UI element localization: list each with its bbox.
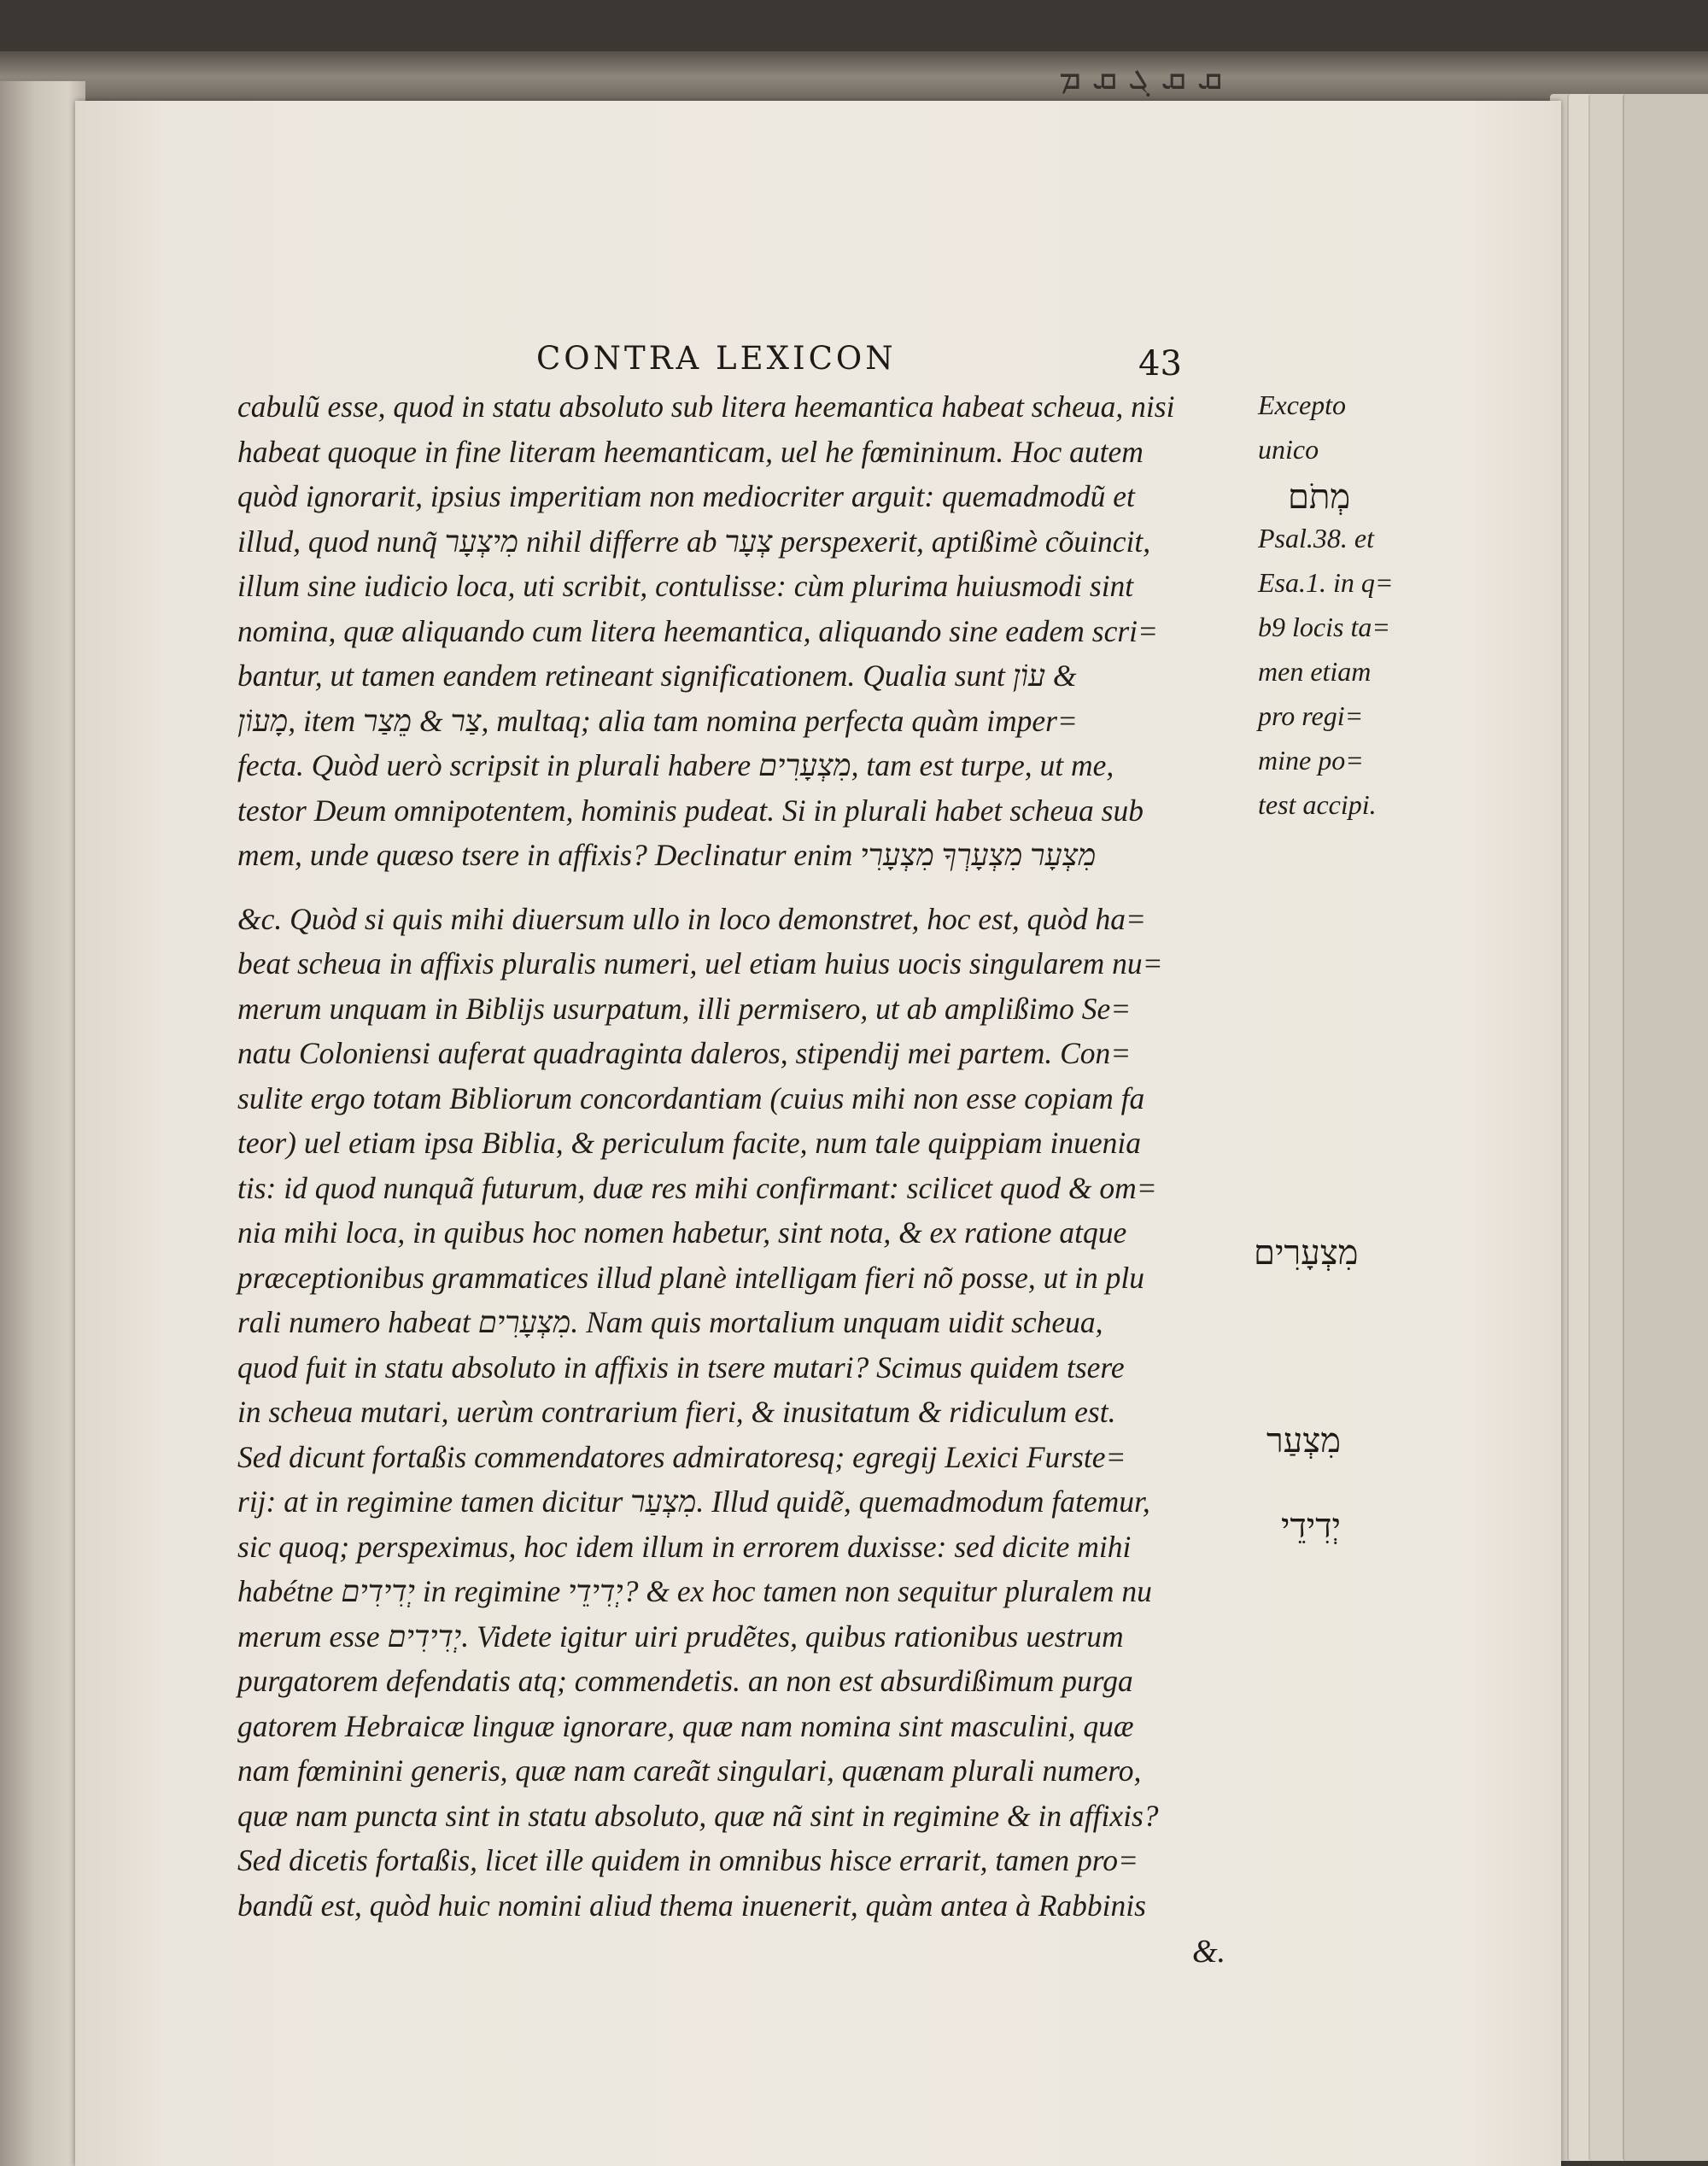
margin-line: test accipi.: [1258, 789, 1377, 820]
margin-line: mine po=: [1258, 745, 1364, 776]
text-line: &c. Quòd si quis mihi diuersum ullo in loco demonstret, hoc est, quòd ha=: [237, 901, 1146, 936]
text-line: fecta. Quòd uerò scripsit in plurali habere מִצְעָרִים, tam est turpe, ut me,: [237, 748, 1114, 782]
text-line: habétne יְדִידִים in regimine יְדִידֵי? & ex hoc tamen non sequitur pluralem nu: [237, 1574, 1152, 1608]
margin-line: b9 locis ta=: [1258, 612, 1390, 642]
text-line: merum esse יְדִידִים. Videte igitur uiri prudẽtes, quibus rationibus uestrum: [237, 1619, 1124, 1654]
text-line: illum sine iudicio loca, uti scribit, contulisse: cùm plurima huiusmodi sint: [237, 569, 1134, 603]
text-line: mem, unde quæso tsere in affixis? Declinatur enim מִצְעָר מִצְעָרְךָ מִצְעָרִי: [237, 838, 1097, 872]
text-line: purgatorem defendatis atq; commendetis. an non est absurdißimum purga: [237, 1664, 1133, 1698]
text-line: illud, quod nunq̃ מִיצְעָר nihil differre ab צְעָר perspexerit, aptißimè cõuincit,: [237, 524, 1151, 559]
next-page-strip: [0, 51, 1708, 102]
text-line: teor) uel etiam ipsa Biblia, & periculum facite, num tale quippiam inuenia: [237, 1126, 1141, 1160]
text-line: tis: id quod nunquã futurum, duæ res mihi confirmant: scilicet quod & om=: [237, 1170, 1157, 1205]
text-line: beat scheua in affixis pluralis numeri, uel etiam huius uocis singularem nu=: [237, 946, 1163, 981]
margin-line: unico: [1258, 434, 1319, 465]
margin-line: men etiam: [1258, 656, 1372, 687]
margin-line: Psal.38. et: [1258, 523, 1374, 553]
margin-gloss: יְדִידֵי: [1281, 1507, 1341, 1546]
margin-line: Excepto: [1258, 389, 1347, 420]
margin-line: pro regi=: [1258, 700, 1364, 731]
text-line: nia mihi loca, in quibus hoc nomen habetur, sint nota, & ex ratione atque: [237, 1215, 1127, 1250]
text-line: sic quoq; perspeximus, hoc idem illum in errorem duxisse: sed dicite mihi: [237, 1529, 1132, 1564]
text-line: מָעוֹן, item צַר & מֵצַר, multaq; alia tam nomina perfecta quàm imper=: [237, 703, 1078, 738]
text-line: præceptionibus grammatices illud planè intelligam fieri nõ posse, ut in plu: [237, 1260, 1144, 1295]
text-line: in scheua mutari, uerùm contrarium fieri, & inusitatum & ridiculum est.: [237, 1395, 1116, 1429]
text-line: rij: at in regimine tamen dicitur מִצְעַר. Illud quidẽ, quemadmodum fatemur,: [237, 1484, 1150, 1519]
page-edge: [1623, 94, 1708, 2161]
running-header: CONTRA LEXICON: [536, 340, 897, 377]
text-line: sulite ergo totam Bibliorum concordantiam (cuius mihi non esse copiam fa: [237, 1080, 1145, 1115]
main-text: [237, 384, 1237, 1928]
page-number: 43: [1138, 344, 1182, 383]
margin-hebrew-note: מְתֹם: [1288, 477, 1351, 517]
text-line: quæ nam puncta sint in statu absoluto, quæ nã sint in regimine & in affixis?: [237, 1798, 1159, 1833]
text-line: cabulũ esse, quod in statu absoluto sub litera heemantica habeat scheua, nisi: [237, 389, 1175, 424]
binding-gutter: [0, 81, 85, 2166]
margin-line: Esa.1. in q=: [1258, 567, 1394, 598]
text-line: bandũ est, quòd huic nomini aliud thema inuenerit, quàm antea à Rabbinis: [237, 1888, 1146, 1923]
text-line: bantur, ut tamen eandem retineant significationem. Qualia sunt עוֹן &: [237, 659, 1077, 693]
text-line: merum unquam in Biblijs usurpatum, illi permisero, ut ab amplißimo Se=: [237, 991, 1132, 1026]
text-line: Sed dicetis fortaßis, licet ille quidem in omnibus hisce errarit, tamen pro=: [237, 1843, 1138, 1877]
book-page: [75, 101, 1561, 2166]
margin-gloss: מִצְעַר: [1266, 1421, 1341, 1461]
text-line: Sed dicunt fortaßis commendatores admiratoresq; egregij Lexici Furste=: [237, 1439, 1126, 1474]
text-line: habeat quoque in fine literam heemanticam, uel he fœmininum. Hoc autem: [237, 434, 1144, 469]
catchword: &.: [1192, 1934, 1226, 1970]
bleed-through-marks: ܩ ܩ ܓ ܩ ܡ: [1059, 58, 1223, 97]
text-line: nomina, quæ aliquando cum litera heemantica, aliquando sine eadem scri=: [237, 613, 1158, 648]
text-line: quòd ignorarit, ipsius imperitiam non mediocriter arguit: quemadmodũ et: [237, 479, 1135, 513]
text-line: rali numero habeat מִצְעָרִים. Nam quis mortalium unquam uidit scheua,: [237, 1305, 1103, 1339]
text-line: nam fœminini generis, quæ nam careãt singulari, quænam plurali numero,: [237, 1753, 1142, 1788]
text-line: natu Coloniensi auferat quadraginta daleros, stipendij mei partem. Con=: [237, 1036, 1132, 1070]
margin-note: [1258, 383, 1429, 827]
text-line: gatorem Hebraicæ linguæ ignorare, quæ nam nomina sint masculini, quæ: [237, 1708, 1134, 1743]
margin-gloss: מִצְעָרִים: [1254, 1233, 1359, 1273]
text-line: quod fuit in statu absoluto in affixis in tsere mutari? Scimus quidem tsere: [237, 1349, 1125, 1384]
text-line: testor Deum omnipotentem, hominis pudeat. Si in plurali habet scheua sub: [237, 793, 1144, 828]
